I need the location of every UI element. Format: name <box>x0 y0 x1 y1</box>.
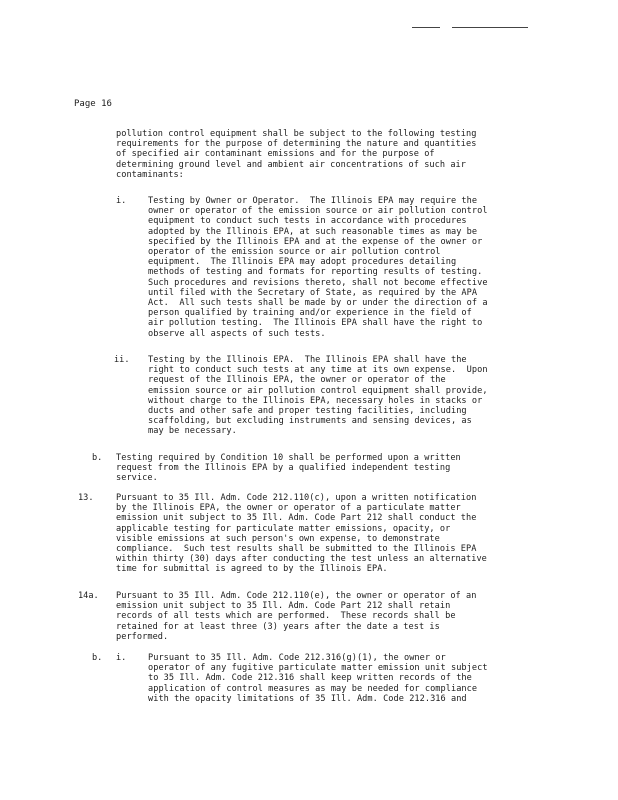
item-ii-text: Testing by the Illinois EPA. The Illinois EPA shall have the right to conduct such tests at any time at its own expense. Upon request of the Illinois EPA, the owner or operator of the emission source or air pollution control equipment shall provide, without charge to the Illinois EPA, necessary holes in stacks or ducts and other safe and proper testing facilities, including scaffolding, but excluding instruments and sensing devices, as may be necessary. <box>148 355 488 437</box>
item-i-label: i. <box>116 196 127 206</box>
intro-paragraph: pollution control equipment shall be subject to the following testing requirements for the purpose of determining the nature and quantities of specified air contaminant emissions and for the purpose of determining ground level and ambient air concentrations of such air contaminants: <box>116 129 477 180</box>
item-14b-label: b. <box>92 653 103 663</box>
item-14b-i-text: Pursuant to 35 Ill. Adm. Code 212.316(g)(1), the owner or operator of any fugitive particulate matter emission unit subject to 35 Ill. Adm. Code 212.316 shall keep written records of the application of control measures as may be needed for compliance with the opacity limitations of 35 Ill. Adm. Code 212.316 and <box>148 653 488 704</box>
header-rule-short <box>412 27 440 28</box>
item-13-text: Pursuant to 35 Ill. Adm. Code 212.110(c), upon a written notification by the Illinois EPA, the owner or operator of a particulate matter emission unit subject to 35 Ill. Adm. Code Part 212 shall conduct the applicable testing for particulate matter emissions, opacity, or visible emissions at such person's own expense, to demonstrate compliance. Such test results shall be submitted to the Illinois EPA within thirty (30) days after conducting the test unless an alternative time for submittal is agreed to by the Illinois EPA. <box>116 493 487 575</box>
item-14a-label: 14a. <box>78 591 99 601</box>
header-rule-long <box>452 27 528 28</box>
page-number: Page 16 <box>74 99 112 109</box>
item-i-text: Testing by Owner or Operator. The Illinois EPA may require the owner or operator of the emission source or air pollution control equipment to conduct such tests in accordance with procedures adopted by the Illinois EPA, at such reasonable times as may be specified by the Illinois EPA and at the expense of the owner or operator of the emission source or air pollution control equipment. The Illinois EPA may adopt procedures detailing methods of testing and formats for reporting results of testing. Such procedures and revisions thereto, shall not become effective until filed with the Secretary of State, as required by the APA Act. All such tests shall be made by or under the direction of a person qualified by training and/or experience in the field of air pollution testing. The Illinois EPA shall have the right to observe all aspects of such tests. <box>148 196 488 339</box>
item-b-label: b. <box>92 453 103 463</box>
item-b-text: Testing required by Condition 10 shall be performed upon a written request from the Illinois EPA by a qualified independent testing service. <box>116 453 461 484</box>
item-14b-i-label: i. <box>116 653 127 663</box>
item-14a-text: Pursuant to 35 Ill. Adm. Code 212.110(e), the owner or operator of an emission unit subject to 35 Ill. Adm. Code Part 212 shall retain records of all tests which are performed. These records shall be retained for at least three (3) years after the date a test is performed. <box>116 591 477 642</box>
item-ii-label: ii. <box>114 355 130 365</box>
item-13-label: 13. <box>78 493 94 503</box>
